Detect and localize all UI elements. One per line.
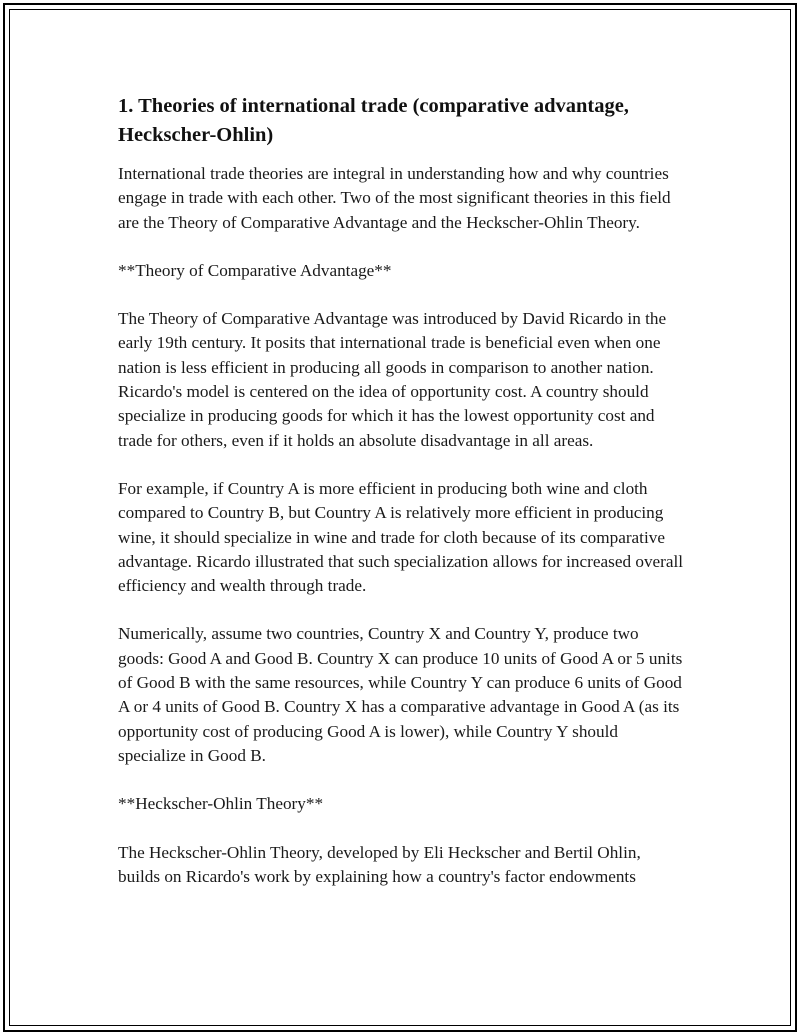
paragraph-numerical-example: Numerically, assume two countries, Country X and Country Y, produce two goods: Good A and Good B. Country X can produce 10 units of Good A or 5 units of Good B with the same resources, while Country Y can produce 6 units of Good A or 4 units of Good B. Country X has a comparative advantage in Good A (as its opportunity cost of producing Good A is lower), while Country Y should specialize in Good B. [118,624,683,765]
document-body [118,92,684,889]
subheading-comparative-advantage: **Theory of Comparative Advantage** [118,260,392,280]
section-heading: 1. Theories of international trade (comparative advantage, Heckscher-Ohlin) [118,95,629,146]
paragraph-intro: International trade theories are integral in understanding how and why countries engage in trade with each other. Two of the most significant theories in this field are the Theory of Comparative Advantage and the Heckscher-Ohlin Theory. [118,164,671,232]
paragraph-heckscher-ohlin: The Heckscher-Ohlin Theory, developed by Eli Heckscher and Bertil Ohlin, builds on Ricardo's work by explaining how a country's factor endowments [118,842,641,886]
paragraph-example: For example, if Country A is more efficient in producing both wine and cloth compared to Country B, but Country A is relatively more efficient in producing wine, it should specialize in wine and trade for cloth because of its comparative advantage. Ricardo illustrated that such specialization allows for increased overall efficiency and wealth through trade. [118,478,684,596]
paragraph-comparative-advantage: The Theory of Comparative Advantage was introduced by David Ricardo in the early 19th century. It posits that international trade is beneficial even when one nation is less efficient in producing all goods in comparison to another nation. Ricardo's model is centered on the idea of opportunity cost. A country should specialize in producing goods for which it has the lowest opportunity cost and trade for others, even if it holds an absolute disadvantage in all areas. [118,309,667,450]
subheading-heckscher-ohlin: **Heckscher-Ohlin Theory** [118,794,324,814]
